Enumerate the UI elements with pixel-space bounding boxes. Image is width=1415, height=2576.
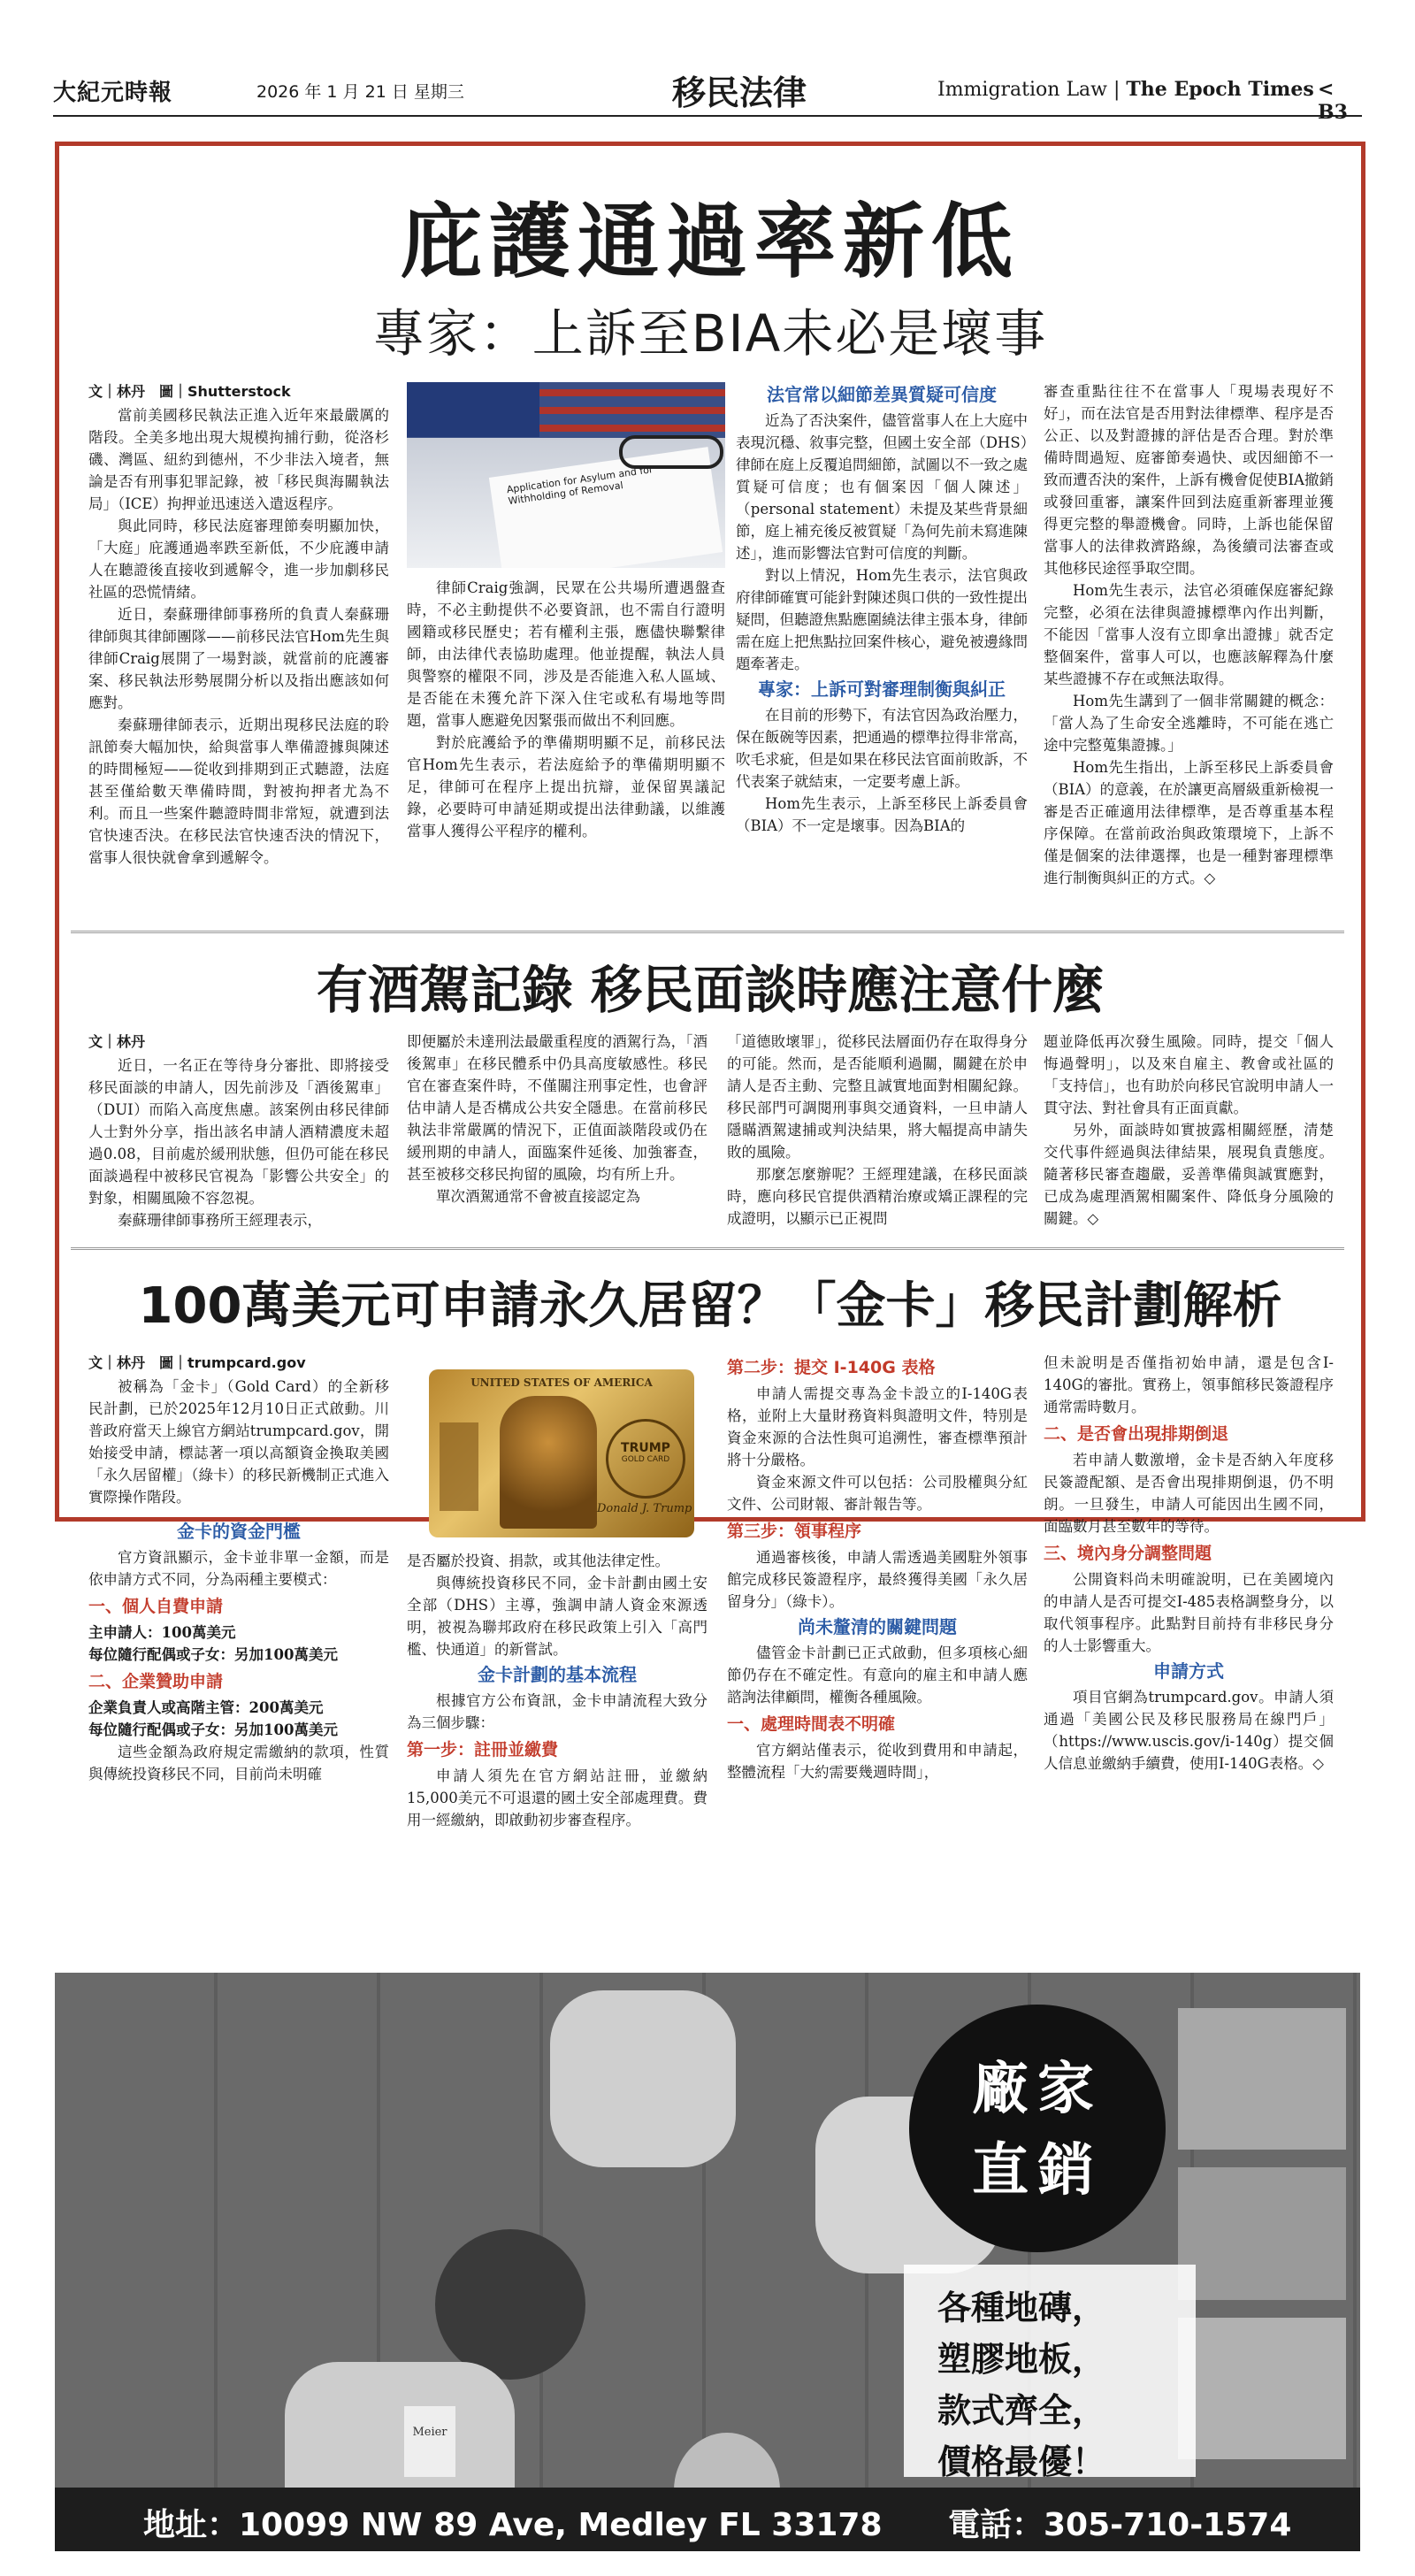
paragraph: 儘管金卡計劃已正式啟動，但多項核心細節仍存在不確定性。有意向的雇主和申請人應諮詢法律顧問，權衡各種風險。 xyxy=(727,1644,1028,1706)
paragraph: 與此同時，移民法庭審理節奏明顯加快，「大庭」庇護通過率跌至新低，不少庇護申請人在聽證後直接收到遞解令，進一步加劇移民社區的恐慌情緒。 xyxy=(88,518,389,601)
step1-title: 第一步：註冊並繳費 xyxy=(407,1740,559,1760)
ad-phone: 電話：305-710-1574 xyxy=(948,2507,1292,2543)
coffee-table-icon xyxy=(435,2229,585,2380)
mode1-line2: 每位隨行配偶或子女：另加100萬美元 xyxy=(88,1646,338,1663)
article3-col4 xyxy=(1044,1352,1334,1775)
paragraph: 這些金額為政府規定需繳納的款項，性質與傳統投資移民不同，目前尚未明確 xyxy=(88,1744,389,1782)
mode1-title: 一、個人自費申請 xyxy=(88,1597,224,1616)
article1-subhead-2: 專家：上訴可對審理制衡與糾正 xyxy=(758,678,1006,700)
paragraph: Hom先生表示，上訴至移民上訴委員會（BIA）不一定是壞事。因為BIA的 xyxy=(736,795,1028,834)
paragraph: 近為了否決案件，儘管當事人在上大庭中表現沉穩、敘事完整，但國土安全部（DHS）律師在庭上反覆追問細節，試圖以不一致之處質疑可信度；也有個案因「個人陳述」（personal statement）未提及某些背景細節，庭上補充後反被質疑「為何先前未寫進陳述」，進而影響法官對可信度的判斷。 xyxy=(736,412,1028,562)
ad-line: 各種地磚， xyxy=(937,2288,1106,2327)
article2-col1 xyxy=(88,1031,389,1231)
signature: Donald J. Trump xyxy=(597,1502,692,1515)
subhead-unclear: 尚未釐清的關鍵問題 xyxy=(798,1616,957,1637)
paragraph: 官方網站僅表示，從收到費用和申請起，整體流程「大約需要幾週時間」， xyxy=(727,1742,1028,1781)
mode2-line1: 企業負責人或高階主管：200萬美元 xyxy=(88,1699,324,1716)
section-title-en: Immigration Law | The Epoch Times xyxy=(937,78,1314,101)
armchair-icon xyxy=(550,1990,736,2167)
article3-col1 xyxy=(88,1352,389,1785)
form-title: Application for Asylum and for Withholding of Removal xyxy=(506,464,654,508)
paragraph: 是否屬於投資、捐款，或其他法律定性。 xyxy=(407,1552,669,1569)
flag-canton xyxy=(407,382,539,437)
paragraph: 單次酒駕通常不會被直接認定為 xyxy=(436,1188,640,1205)
article2-col3 xyxy=(727,1031,1028,1230)
paragraph: 題並降低再次發生風險。同時，提交「個人悔過聲明」，以及來自雇主、教會或社區的「支持信」，也有助於向移民官說明申請人一貫守法、對社會具有正面貢獻。 xyxy=(1044,1033,1334,1116)
room-photo xyxy=(1178,2008,1346,2150)
article2-col2 xyxy=(407,1031,708,1208)
asylum-form-photo xyxy=(407,382,725,568)
factory-direct-badge xyxy=(909,2005,1166,2252)
chevron-left-icon: < xyxy=(1318,78,1335,101)
divider xyxy=(71,1247,1344,1250)
subhead-apply: 申請方式 xyxy=(1153,1660,1224,1682)
ad-line: 價格最優！ xyxy=(937,2442,1106,2481)
article2-byline: 文｜林丹 xyxy=(88,1033,146,1050)
paragraph: 近日，秦蘇珊律師事務所的負責人秦蘇珊律師與其律師團隊——前移民法官Hom先生與律師Craig展開了一場對談，就當前的庇護審案、移民執法形勢展開分析以及指出應該如何應對。 xyxy=(88,606,389,711)
paragraph: 被稱為「金卡」（Gold Card）的全新移民計劃，已於2025年12月10日正式啟動。川普政府當天上線官方網站trumpcard.gov，開始接受申請，標誌著一項以高額資金換取美國「永久居留權」（綠卡）的移民新機制正式進入實際操作階段。 xyxy=(88,1378,389,1506)
ad-line: 款式齊全， xyxy=(937,2390,1106,2430)
badge-line1: 廠家 xyxy=(972,2056,1103,2122)
subhead-process: 金卡計劃的基本流程 xyxy=(478,1664,637,1685)
paragraph: 根據官方公布資訊，金卡申請流程大致分為三個步驟： xyxy=(407,1692,708,1731)
page-number: < B3 xyxy=(1318,78,1348,124)
ad-slogan xyxy=(937,2282,1159,2488)
portrait-icon xyxy=(500,1396,597,1529)
issue-date: 2026 年 1 月 21 日 星期三 xyxy=(256,82,464,102)
paragraph: 近日，一名正在等待身分審批、即將接受移民面談的申請人，因先前涉及「酒後駕車」（DUI）而陷入高度焦慮。該案例由移民律師人士對外分享，指出該名申請人酒精濃度未超過0.08，目前處於緩刑狀態，但仍可能在移民面談過程中被移民官視為「影響公共安全」的對象，相關風險不容忽視。 xyxy=(88,1057,389,1207)
mode2-title: 二、企業贊助申請 xyxy=(88,1672,224,1691)
badge-line2: GOLD CARD xyxy=(621,1455,670,1464)
paragraph: 「道德敗壞罪」，從移民法層面仍存在取得身分的可能。然而，是否能順利過關，關鍵在於申請人是否主動、完整且誠實地面對相關紀錄。移民部門可調閱刑事與交通資料，一旦申請人隱瞞酒駕逮捕或判決結果，將大幅提高申請失敗的風險。 xyxy=(727,1033,1028,1161)
paragraph: 即便屬於未達刑法最嚴重程度的酒駕行為，「酒後駕車」在移民體系中仍具高度敏感性。移民官在審查案件時，不僅關注刑事定性，也會評估申請人是否構成公共安全隱患。在當前移民執法非常嚴厲的情況下，正值面談階段或仍在緩刑期的申請人，面臨案件延後、加強審查，甚至被移交移民拘留的風險，均有所上升。 xyxy=(407,1033,708,1183)
article3-byline: 文｜林丹 圖｜trumpcard.gov xyxy=(88,1354,306,1371)
badge-line1: TRUMP xyxy=(621,1441,670,1455)
paragraph: 律師Craig強調，民眾在公共場所遭遇盤查時，不必主動提供不必要資訊，也不需自行證明國籍或移民歷史；若有權利主張，應儘快聯繫律師，由法律代表協助處理。他並提醒，執法人員與警察的權限不同，涉及是否能進入私人區域、是否能在未獲允許下深入住宅或私有場地等問題，當事人應避免因緊張而做出不利回應。 xyxy=(407,579,725,729)
paragraph: 資金來源文件可以包括：公司股權與分紅文件、公司財報、審計報告等。 xyxy=(727,1474,1028,1513)
section-title: 移民法律 xyxy=(672,73,807,112)
paragraph: 但未說明是否僅指初始申請，還是包含I-140G的審批。實務上，領事館移民簽證程序通常需時數月。 xyxy=(1044,1354,1334,1415)
paragraph: 通過審核後，申請人需透過美國駐外領事館完成移民簽證程序，最終獲得美國「永久居留身分」（綠卡）。 xyxy=(727,1549,1028,1610)
masthead xyxy=(53,73,1362,124)
article3-col3 xyxy=(727,1352,1028,1783)
article1-col3 xyxy=(736,380,1028,837)
paragraph: 秦蘇珊律師表示，近期出現移民法庭的聆訊節奏大幅加快，給與當事人準備證據與陳述的時間極短——從收到排期到正式聽證，法庭甚至僅給數天準備時間，對被拘押者尤為不利。而且一些案件聽證時間非常短，就遭到法官快速否決。在移民法官快速否決的情況下，當事人很快就會拿到遞解令。 xyxy=(88,717,389,866)
mode2-line2: 每位隨行配偶或子女：另加100萬美元 xyxy=(88,1721,338,1738)
q1-title: 一、處理時間表不明確 xyxy=(727,1714,896,1734)
article1-col4 xyxy=(1044,380,1334,889)
article1-byline: 文｜林丹 圖｜Shutterstock xyxy=(88,383,291,400)
paragraph: 在目前的形勢下，有法官因為政治壓力，保在飯碗等因素，把通過的標準拉得非常高，吹毛求疵，但是如果在移民法官面前敗訴，不代表案子就結束，一定要考慮上訴。 xyxy=(736,707,1028,790)
q3-title: 三、境內身分調整問題 xyxy=(1044,1544,1212,1563)
book-icon: Meier xyxy=(404,2406,455,2477)
article3-title: 100萬美元可申請永久居留？「金卡」移民計劃解析 xyxy=(138,1277,1282,1335)
paragraph: 對以上情況，Hom先生表示，法官與政府律師確實可能針對陳述與口供的一致性提出疑問，但聽證焦點應圍繞法律主張本身，律師需在庭上把焦點拉回案件核心，避免被邊緣問題牽著走。 xyxy=(736,567,1028,672)
paragraph: 官方資訊顯示，金卡並非單一金額，而是依申請方式不同，分為兩種主要模式： xyxy=(88,1549,389,1588)
room-photo xyxy=(1178,2167,1346,2300)
step2-title: 第二步：提交 I-140G 表格 xyxy=(727,1358,936,1377)
newspaper-logo: 大紀元時報 xyxy=(53,80,173,106)
glasses-icon xyxy=(619,435,723,469)
divider xyxy=(71,931,1344,933)
mode1-line1: 主申請人：100萬美元 xyxy=(88,1624,236,1641)
article2-title: 有酒駕記錄 移民面談時應注意什麼 xyxy=(316,960,1105,1020)
paragraph: Hom先生表示，法官必須確保庭審紀錄完整，必須在法律與證據標準內作出判斷，不能因「當事人沒有立即拿出證據」就否定整個案件，當事人可以，也應該解釋為什麼某些證據不存在或無法取得。 xyxy=(1044,582,1334,687)
paragraph: 秦蘇珊律師事務所王經理表示， xyxy=(118,1212,322,1229)
card-top-text: UNITED STATES OF AMERICA xyxy=(470,1376,653,1389)
paragraph: 與傳統投資移民不同，金卡計劃由國土安全部（DHS）主導，強調申請人資金來源透明，被視為聯邦政府在移民政策上引入「高門檻、快通道」的新嘗試。 xyxy=(407,1575,708,1658)
paragraph: 申請人須先在官方網站註冊，並繳納15,000美元不可退還的國土安全部處理費。費用一經繳納，即啟動初步審查程序。 xyxy=(407,1767,708,1828)
paragraph: 另外，面談時如實披露相關經歷，清楚交代事件經過與法律結果，展現負責態度。隨著移民審查趨嚴，妥善準備與誠實應對，已成為處理酒駕相關案件、降低身分風險的關鍵。◇ xyxy=(1044,1122,1334,1227)
paragraph: Hom先生指出，上訴至移民上訴委員會（BIA）的意義，在於讓更高層級重新檢視一審是否正確適用法律標準，是否尊重基本程序保障。在當前政治與政策環境下，上訴不僅是個案的法律選擇，也是一種對審理標準進行制衡與糾正的方式。◇ xyxy=(1044,759,1334,886)
article2-col4 xyxy=(1044,1031,1334,1230)
paragraph: 那麼怎麼辦呢？王經理建議，在移民面談時，應向移民官提供酒精治療或矯正課程的完成證明，以顯示已正視問 xyxy=(727,1166,1028,1227)
gold-card-image xyxy=(429,1369,694,1537)
room-photo xyxy=(1178,2318,1346,2459)
paragraph: 對於庇護給予的準備期明顯不足，前移民法官Hom先生表示，若法庭給予的準備期明顯不足，律師可在程序上提出抗辯，並保留異議記錄，必要時可申請延期或提出法律動議，以維護當事人獲得公平程序的權利。 xyxy=(407,734,725,840)
gold-card-badge xyxy=(606,1419,685,1499)
article1-title: 庇護通過率新低 xyxy=(400,194,1020,289)
paragraph: 當前美國移民執法正進入近年來最嚴厲的階段。全美多地出現大規模拘捕行動，從洛杉磯、灣區、紐約到德州，不少非法入境者，無論是否有刑事犯罪記錄，被「移民與海關執法局」（ICE）拘押並迅速送入遣返程序。 xyxy=(88,407,389,512)
ad-address: 地址：10099 NW 89 Ave, Medley FL 33178 xyxy=(143,2507,883,2543)
paragraph: 項目官網為trumpcard.gov。申請人須通過「美國公民及移民服務局在線門戶」（https://www.uscis.gov/i-140g）提交個人信息並繳納手續費，使用I-140G表格。◇ xyxy=(1044,1689,1334,1772)
ad-line: 塑膠地板， xyxy=(937,2339,1106,2379)
paragraph: 公開資料尚未明確說明，已在美國境內的申請人是否可提交I-485表格調整身分，以取代領事程序。此點對目前持有非移民身分的人士影響重大。 xyxy=(1044,1571,1334,1654)
article1-col1 xyxy=(88,380,389,869)
statue-icon xyxy=(440,1422,478,1511)
article1-subhead-1: 法官常以細節差異質疑可信度 xyxy=(767,384,997,405)
article3-col2 xyxy=(407,1550,708,1831)
article1-col2 xyxy=(407,577,725,842)
paragraph: 若申請人數激增，金卡是否納入年度移民簽證配額、是否會出現排期倒退，仍不明朗。一旦發生，申請人可能因出生國不同，面臨數月甚至數年的等待。 xyxy=(1044,1452,1334,1535)
paragraph: Hom先生講到了一個非常關鍵的概念：「當人為了生命安全逃離時，不可能在逃亡途中完整蒐集證據。」 xyxy=(1044,693,1334,754)
step3-title: 第三步：領事程序 xyxy=(727,1522,862,1541)
q2-title: 二、是否會出現排期倒退 xyxy=(1044,1424,1229,1444)
badge-line2: 直銷 xyxy=(972,2137,1103,2204)
ad-contact-bar xyxy=(55,2488,1360,2551)
paragraph: 審查重點往往不在當事人「現場表現好不好」，而在法官是否用對法律標準、程序是否公正、以及對證據的評估是否合理。對於準備時間過短、庭審節奏過快、或因細節不一致而遭否決的案件，上訴有機會促使BIA撤銷或發回重審，讓案件回到法庭重新審理並獲得更完整的舉證機會。同時，上訴也能保留當事人的法律救濟路線，為後續司法審查或其他移民途徑爭取空間。 xyxy=(1044,383,1334,577)
article1-subtitle: 專家：上訴至BIA未必是壞事 xyxy=(372,303,1048,364)
paragraph: 申請人需提交專為金卡設立的I-140G表格，並附上大量財務資料與證明文件，特別是資金來源的合法性與可追溯性，審查標準預計將十分嚴格。 xyxy=(727,1385,1028,1468)
subhead-threshold: 金卡的資金門檻 xyxy=(177,1521,301,1542)
